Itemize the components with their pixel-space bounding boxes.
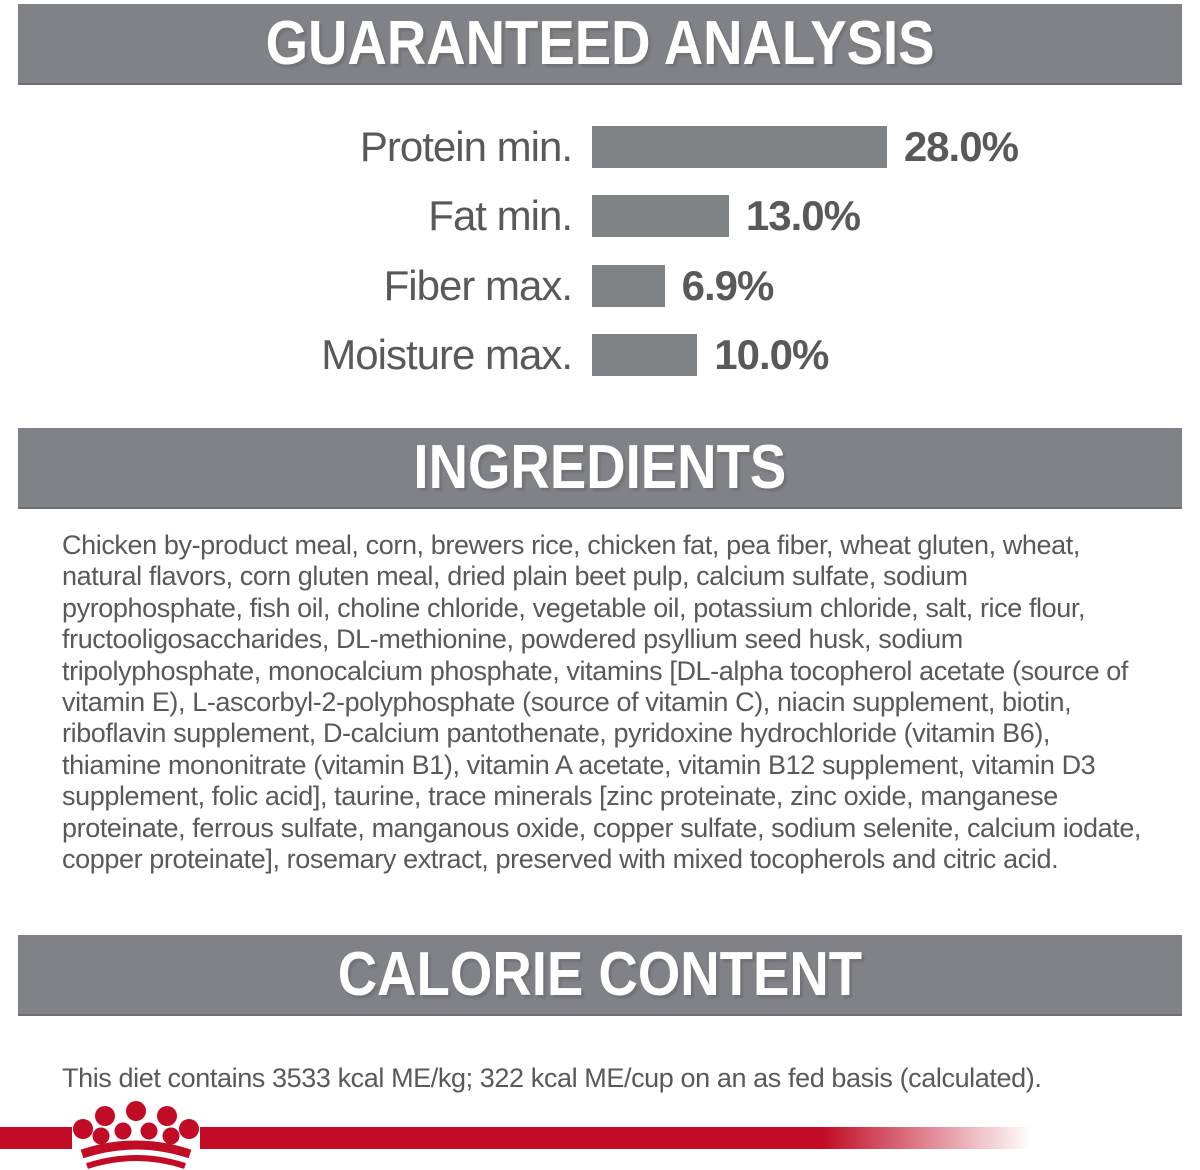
calorie-content-banner [18, 935, 1182, 1016]
ingredients-banner [18, 428, 1182, 509]
ingredients-title: INGREDIENTS [413, 433, 787, 502]
chart-bar [592, 126, 887, 168]
calorie-content-title: CALORIE CONTENT [337, 940, 863, 1009]
chart-value-label: 13.0% [745, 192, 860, 240]
chart-category-label: Fat min. [428, 192, 572, 240]
chart-category-label: Protein min. [359, 122, 572, 170]
chart-row [0, 182, 1200, 252]
chart-bar [592, 334, 697, 376]
guaranteed-analysis-title: GUARANTEED ANALYSIS [265, 9, 935, 78]
chart-value-label: 10.0% [714, 331, 829, 379]
chart-bar [592, 265, 665, 307]
guaranteed-analysis-chart [0, 112, 1200, 390]
chart-row [0, 112, 1200, 182]
chart-category-label: Moisture max. [321, 331, 572, 379]
chart-value-label: 6.9% [681, 261, 774, 309]
calorie-content-text: This diet contains 3533 kcal ME/kg; 322 kcal ME/cup on an as fed basis (calculated). [62, 1063, 1042, 1093]
guaranteed-analysis-banner [18, 4, 1182, 85]
ingredients-text: Chicken by-product meal, corn, brewers rice, chicken fat, pea fiber, wheat gluten, wheat, natural flavors, corn gluten meal, dried plain beet pulp, calcium sulfate, sodium pyrophosphate, fish oil, choline chloride, vegetable oil, potassium chloride, salt, rice flour, fructooligosaccharides, DL-methionine, powdered psyllium seed husk, sodium tripolyphosphate, monocalcium phosphate, vitamins [DL-alpha tocopherol acetate (source of vitamin E), L-ascorbyl-2-polyphosphate (source of vitamin C), niacin supplement, biotin, riboflavin supplement, D-calcium pantothenate, pyridoxine hydrochloride (vitamin B6), thiamine mononitrate (vitamin B1), vitamin A acetate, vitamin B12 supplement, vitamin D3 supplement, folic acid], taurine, trace minerals [zinc proteinate, zinc oxide, manganese proteinate, ferrous sulfate, manganous oxide, copper sulfate, sodium selenite, calcium iodate, copper proteinate], rosemary extract, preserved with mixed tocopherols and citric acid. [62, 530, 1142, 875]
chart-row [0, 321, 1200, 391]
footer-red-band-right [200, 1127, 1040, 1149]
chart-value-label: 28.0% [903, 122, 1018, 170]
chart-bar [592, 195, 729, 237]
chart-row [0, 251, 1200, 321]
royal-canin-crown-icon [70, 1100, 202, 1170]
footer-red-band-left [0, 1127, 72, 1149]
chart-category-label: Fiber max. [383, 261, 572, 309]
